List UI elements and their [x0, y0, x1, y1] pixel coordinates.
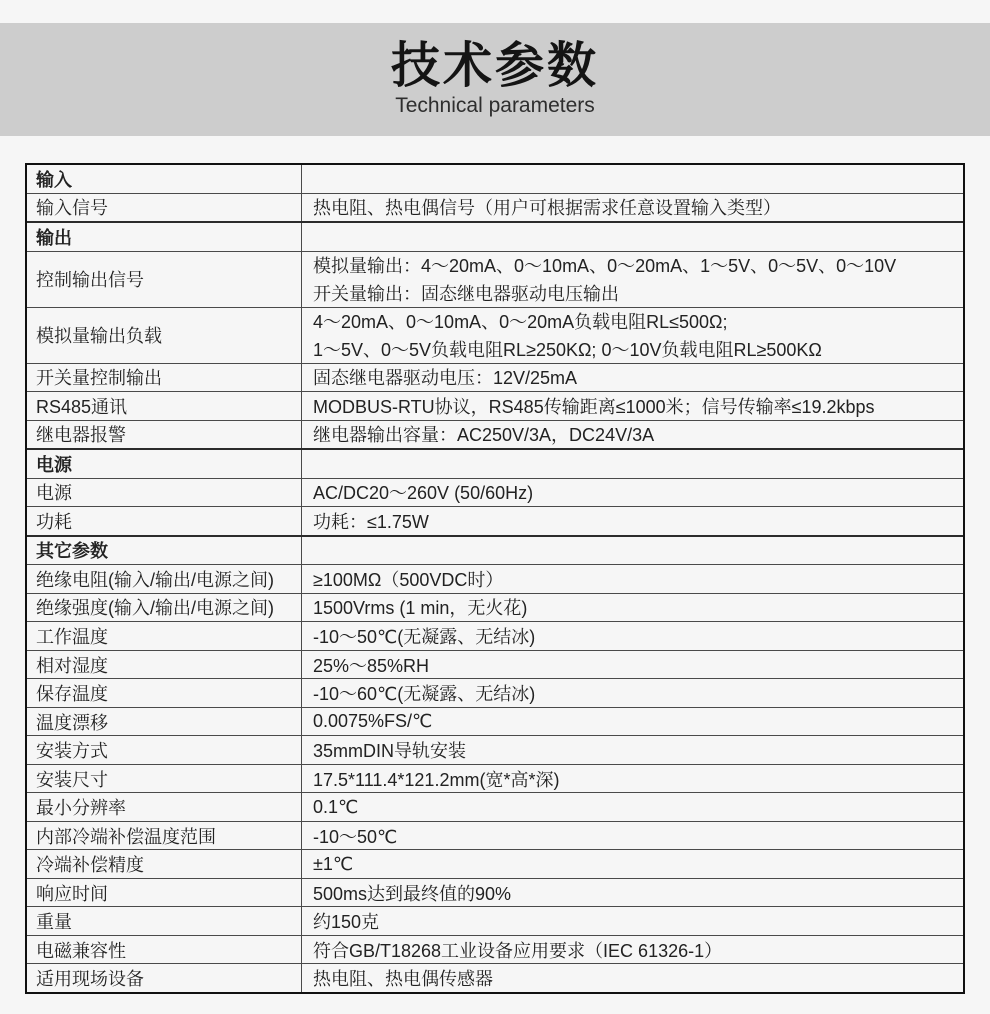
row-value [302, 622, 963, 650]
value-line: 继电器输出容量：AC250V/3A，DC24V/3A [313, 425, 655, 446]
row-value [302, 165, 963, 193]
row-label: 安装尺寸 [27, 765, 302, 793]
row-label: 最小分辨率 [27, 793, 302, 821]
row-value [302, 223, 963, 251]
header-band [0, 23, 990, 136]
row-value [302, 907, 963, 935]
spec-table [25, 163, 965, 994]
row-value [302, 565, 963, 593]
row-value [302, 679, 963, 707]
value-line: ±1℃ [313, 853, 354, 874]
row-label: 适用现场设备 [27, 964, 302, 992]
row-label: RS485通讯 [27, 392, 302, 420]
value-line: 500ms达到最终值的90% [313, 883, 512, 904]
row-value [302, 537, 963, 565]
row-value [302, 479, 963, 507]
table-row [27, 792, 963, 821]
row-value [302, 651, 963, 679]
value-line: 符合GB/T18268工业设备应用要求（IEC 61326-1） [313, 940, 723, 961]
value-line: -10～60℃(无凝露、无结冰) [313, 684, 536, 705]
row-label: 重量 [27, 907, 302, 935]
value-line: 4～20mA、0～10mA、0～20mA负载电阻RL≤500Ω; [313, 312, 728, 333]
value-line: 固态继电器驱动电压：12V/25mA [313, 368, 578, 389]
table-row [27, 878, 963, 907]
value-line: 0.1℃ [313, 796, 359, 817]
row-label: 内部冷端补偿温度范围 [27, 822, 302, 850]
row-value [302, 793, 963, 821]
page-title: 技术参数 [390, 39, 599, 94]
row-value [302, 252, 963, 307]
table-row [27, 593, 963, 622]
table-row [27, 849, 963, 878]
table-row [27, 764, 963, 793]
value-line: 1500Vrms (1 min，无火花) [313, 598, 528, 619]
table-row [27, 165, 963, 193]
table-row [27, 363, 963, 392]
table-row [27, 735, 963, 764]
row-label: 功耗 [27, 507, 302, 535]
table-row [27, 478, 963, 507]
value-line: 功耗：≤1.75W [313, 511, 429, 532]
row-value [302, 765, 963, 793]
row-label: 输入信号 [27, 194, 302, 222]
row-value [302, 507, 963, 535]
row-label: 控制输出信号 [27, 252, 302, 307]
row-label: 安装方式 [27, 736, 302, 764]
page-subtitle: Technical parameters [395, 93, 595, 117]
row-label: 继电器报警 [27, 421, 302, 449]
row-value [302, 364, 963, 392]
value-line: 开关量输出：固态继电器驱动电压输出 [313, 283, 619, 304]
row-value [302, 822, 963, 850]
table-row [27, 935, 963, 964]
row-label: 响应时间 [27, 879, 302, 907]
value-line: ≥100MΩ（500VDC时） [313, 569, 504, 590]
row-label: 绝缘强度(输入/输出/电源之间) [27, 594, 302, 622]
row-value [302, 936, 963, 964]
row-label: 其它参数 [27, 537, 302, 565]
table-row [27, 448, 963, 478]
row-label: 模拟量输出负载 [27, 308, 302, 363]
table-row [27, 564, 963, 593]
row-label: 绝缘电阻(输入/输出/电源之间) [27, 565, 302, 593]
row-label: 电磁兼容性 [27, 936, 302, 964]
value-line: AC/DC20～260V (50/60Hz) [313, 483, 534, 504]
value-line: 模拟量输出：4～20mA、0～10mA、0～20mA、1～5V、0～5V、0～10V [313, 256, 897, 277]
value-line: 35mmDIN导轨安装 [313, 741, 467, 762]
row-value [302, 850, 963, 878]
table-row [27, 251, 963, 307]
row-label: 电源 [27, 450, 302, 478]
value-line: 热电阻、热电偶传感器 [313, 969, 493, 990]
row-value [302, 879, 963, 907]
value-line: MODBUS-RTU协议，RS485传输距离≤1000米；信号传输率≤19.2kbps [313, 396, 875, 417]
table-row [27, 420, 963, 449]
row-label: 工作温度 [27, 622, 302, 650]
value-line: 1～5V、0～5V负载电阻RL≥250KΩ; 0～10V负载电阻RL≥500KΩ [313, 339, 822, 360]
row-label: 开关量控制输出 [27, 364, 302, 392]
row-label: 相对湿度 [27, 651, 302, 679]
table-row [27, 678, 963, 707]
table-row [27, 193, 963, 222]
table-row [27, 906, 963, 935]
row-label: 冷端补偿精度 [27, 850, 302, 878]
table-row [27, 621, 963, 650]
row-value [302, 421, 963, 449]
value-line: -10～50℃ [313, 826, 398, 847]
table-row [27, 821, 963, 850]
value-line: 热电阻、热电偶信号（用户可根据需求任意设置输入类型） [313, 198, 781, 219]
value-line: 25%～85%RH [313, 655, 430, 676]
table-row [27, 307, 963, 363]
row-label: 保存温度 [27, 679, 302, 707]
row-value [302, 194, 963, 222]
table-row [27, 221, 963, 251]
row-label: 输出 [27, 223, 302, 251]
row-label: 电源 [27, 479, 302, 507]
table-row [27, 707, 963, 736]
row-label: 温度漂移 [27, 708, 302, 736]
row-label: 输入 [27, 165, 302, 193]
row-value [302, 964, 963, 992]
row-value [302, 450, 963, 478]
row-value [302, 392, 963, 420]
value-line: 约150克 [313, 912, 380, 933]
value-line: 0.0075%FS/℃ [313, 711, 433, 732]
row-value [302, 308, 963, 363]
row-value [302, 708, 963, 736]
row-value [302, 594, 963, 622]
table-row [27, 506, 963, 535]
table-row [27, 391, 963, 420]
table-row [27, 650, 963, 679]
table-row [27, 535, 963, 565]
value-line: -10～50℃(无凝露、无结冰) [313, 627, 536, 647]
row-value [302, 736, 963, 764]
table-row [27, 963, 963, 992]
value-line: 17.5*111.4*121.2mm(宽*高*深) [313, 769, 560, 790]
